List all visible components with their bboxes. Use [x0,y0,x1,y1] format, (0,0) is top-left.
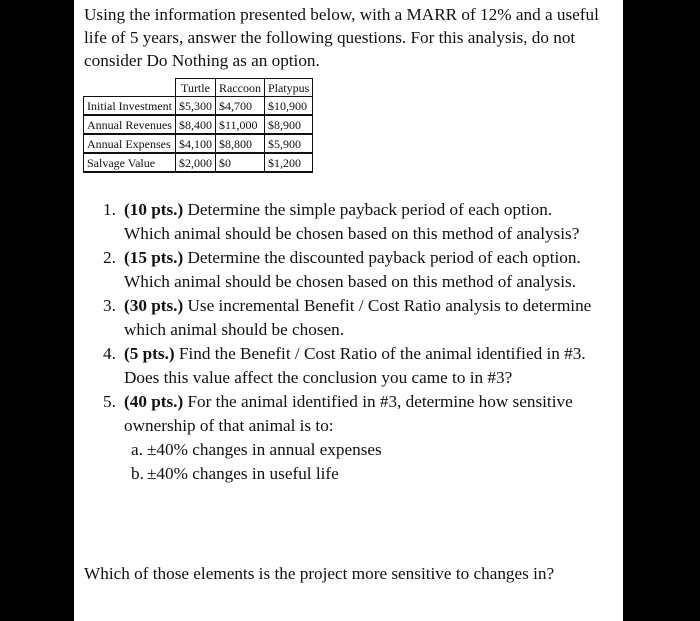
question-item [74,246,594,294]
question-text: For the animal identified in #3, determine how sensitive ownership of that animal is to: [124,392,573,435]
table-cell: $10,900 [264,97,312,116]
question-number: 1. [103,200,116,219]
question-item [74,294,594,342]
table-corner-cell [84,79,176,97]
question-number: 4. [103,344,116,363]
table-cell: $4,700 [215,97,264,116]
table-row [84,153,313,172]
row-label: Salvage Value [84,153,176,172]
question-points: (5 pts.) [124,344,175,363]
closing-question: Which of those elements is the project more sensitive to changes in? [84,564,555,583]
sub-question-item [124,438,594,462]
column-header-raccoon: Raccoon [215,79,264,97]
row-label: Annual Revenues [84,115,176,134]
question-list [74,198,594,486]
table-cell: $5,900 [264,134,312,153]
sub-question-label: a. [131,440,143,459]
table-cell: $0 [215,153,264,172]
table-cell: $8,400 [175,115,215,134]
table-cell: $8,900 [264,115,312,134]
row-label: Initial Investment [84,97,176,116]
question-number: 3. [103,296,116,315]
sub-question-item [124,462,594,486]
sub-question-text: ±40% changes in annual expenses [147,440,382,459]
table-row [84,115,313,134]
question-item [74,342,594,390]
column-header-platypus: Platypus [264,79,312,97]
table-cell: $2,000 [175,153,215,172]
table-cell: $4,100 [175,134,215,153]
row-label: Annual Expenses [84,134,176,153]
sub-question-label: b. [131,464,144,483]
table-row [84,134,313,153]
sub-question-text: ±40% changes in useful life [147,464,339,483]
intro-paragraph: Using the information presented below, with a MARR of 12% and a useful life of 5 years, answer the following questions. For this analysis, do not consider Do Nothing as an option. [84,5,599,70]
question-text: Determine the discounted payback period of each option. Which animal should be chosen based on this method of analysis. [124,248,581,291]
table-cell: $11,000 [215,115,264,134]
question-item [74,198,594,246]
question-points: (10 pts.) [124,200,184,219]
table-cell: $8,800 [215,134,264,153]
document-page [74,0,623,621]
question-text: Use incremental Benefit / Cost Ratio analysis to determine which animal should be chosen. [124,296,592,339]
question-points: (40 pts.) [124,392,184,411]
question-number: 5. [103,392,116,411]
question-points: (15 pts.) [124,248,184,267]
question-text: Find the Benefit / Cost Ratio of the animal identified in #3. Does this value affect the conclusion you came to in #3? [124,344,586,387]
question-number: 2. [103,248,116,267]
table-cell: $5,300 [175,97,215,116]
sub-question-list [124,438,594,486]
column-header-turtle: Turtle [175,79,215,97]
data-table [83,78,313,173]
table-row [84,97,313,116]
question-points: (30 pts.) [124,296,184,315]
table-cell: $1,200 [264,153,312,172]
question-text: Determine the simple payback period of each option. Which animal should be chosen based on this method of analysis? [124,200,580,243]
question-item [74,390,594,486]
